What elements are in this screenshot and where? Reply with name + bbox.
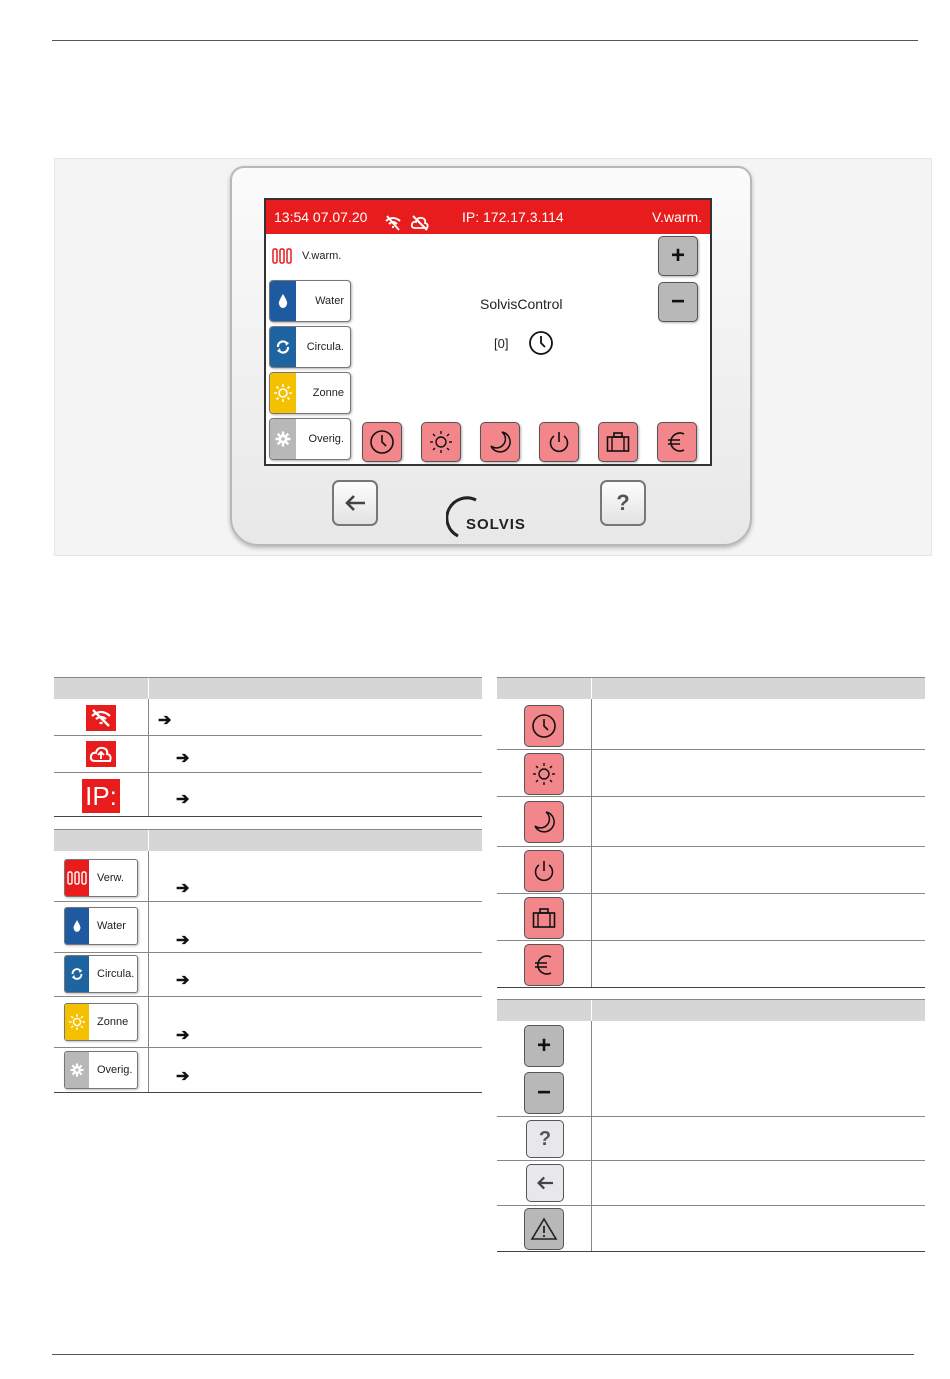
arrow-left-icon	[343, 493, 367, 513]
footer-rule	[52, 1354, 914, 1355]
circulation-button[interactable]	[269, 326, 351, 368]
clock-icon	[369, 429, 395, 455]
help-label: ?	[616, 490, 630, 515]
sun-icon	[429, 430, 453, 454]
clock-icon	[531, 713, 557, 739]
mode-eco-button[interactable]	[657, 422, 697, 462]
back-button[interactable]	[332, 480, 378, 526]
moon-icon	[532, 810, 556, 834]
arrow-icon: ➔	[176, 932, 190, 949]
center-title: SolvisControl	[480, 296, 563, 312]
power-icon	[532, 859, 556, 883]
minus-button[interactable]: −	[658, 282, 698, 322]
mode-off-button[interactable]	[539, 422, 579, 462]
status-mode: V.warm.	[651, 209, 702, 225]
mode-clock-button[interactable]	[362, 422, 402, 462]
suitcase-icon	[606, 431, 630, 453]
center-status: [0]	[494, 336, 509, 351]
legend-water-button: Water	[64, 907, 138, 945]
radiator-icon	[272, 248, 294, 269]
legend-solar-button: Zonne	[64, 1003, 138, 1041]
legend-minus-button: −	[524, 1072, 564, 1114]
modes-table	[497, 699, 925, 988]
other-button-label: Overig.	[308, 433, 344, 445]
power-icon	[547, 430, 571, 454]
circulation-icon	[270, 327, 296, 367]
solar-button[interactable]	[269, 372, 351, 414]
logo-text: SOLVIS	[466, 516, 526, 533]
plus-button[interactable]: +	[658, 236, 698, 276]
header-rule	[52, 40, 918, 41]
heating-label: V.warm.	[302, 250, 342, 262]
buttons-table	[54, 851, 482, 1093]
mode-night-button[interactable]	[480, 422, 520, 462]
arrow-left-icon	[535, 1175, 555, 1191]
arrow-icon: ➔	[158, 712, 172, 729]
modes-table-header	[497, 677, 925, 699]
cloud-off-icon	[410, 209, 430, 243]
suitcase-icon	[532, 907, 556, 929]
buttons-table-header	[54, 829, 482, 851]
status-ip: IP: 172.17.3.114	[462, 209, 564, 225]
arrow-icon: ➔	[176, 750, 190, 767]
help-button[interactable]	[600, 480, 646, 526]
status-table-header	[54, 677, 482, 699]
arrow-icon: ➔	[176, 880, 190, 897]
gear-icon	[270, 419, 296, 459]
solar-button-label: Zonne	[312, 387, 344, 399]
legend-other-button: Overig.	[64, 1051, 138, 1089]
nav-table	[497, 1021, 925, 1252]
legend-day-button	[524, 753, 564, 795]
solvis-logo	[446, 494, 536, 538]
arrow-icon: ➔	[176, 1068, 190, 1085]
circulation-icon	[65, 956, 89, 992]
legend-night-button	[524, 801, 564, 843]
status-time: 13:54 07.07.20	[274, 209, 368, 225]
wifi-off-icon	[384, 209, 402, 243]
gear-icon	[65, 1052, 89, 1088]
legend-plus-button: +	[524, 1025, 564, 1067]
status-bar	[266, 200, 710, 234]
nav-table-header	[497, 999, 925, 1021]
arrow-icon: ➔	[176, 972, 190, 989]
legend-back-button	[526, 1164, 564, 1202]
water-drop-icon	[65, 908, 89, 944]
legend-eco-button	[524, 944, 564, 986]
cloud-upload-icon	[86, 741, 116, 767]
ip-icon: IP:	[82, 779, 120, 813]
circulation-button-label: Circula.	[306, 341, 344, 353]
legend-heating-button: Verw.	[64, 859, 138, 897]
mode-holiday-button[interactable]	[598, 422, 638, 462]
euro-icon	[533, 953, 555, 977]
device-screen	[264, 198, 712, 466]
legend-help-button: ?	[526, 1120, 564, 1158]
moon-icon	[488, 430, 512, 454]
sun-icon	[65, 1004, 89, 1040]
radiator-icon	[65, 860, 89, 896]
other-button[interactable]	[269, 418, 351, 460]
water-button-label: Water	[315, 295, 344, 307]
sun-icon	[532, 762, 556, 786]
legend-holiday-button	[524, 897, 564, 939]
legend-clock-button	[524, 705, 564, 747]
legend-off-button	[524, 850, 564, 892]
clock-icon	[528, 330, 554, 361]
water-drop-icon	[270, 281, 296, 321]
status-table	[54, 699, 482, 817]
sun-icon	[270, 373, 296, 413]
euro-icon	[666, 430, 688, 454]
wifi-off-icon	[86, 705, 116, 731]
water-button[interactable]	[269, 280, 351, 322]
warning-icon	[530, 1217, 558, 1241]
arrow-icon: ➔	[176, 1027, 190, 1044]
legend-warning-button	[524, 1208, 564, 1250]
arrow-icon: ➔	[176, 791, 190, 808]
mode-day-button[interactable]	[421, 422, 461, 462]
legend-circulation-button: Circula.	[64, 955, 138, 993]
